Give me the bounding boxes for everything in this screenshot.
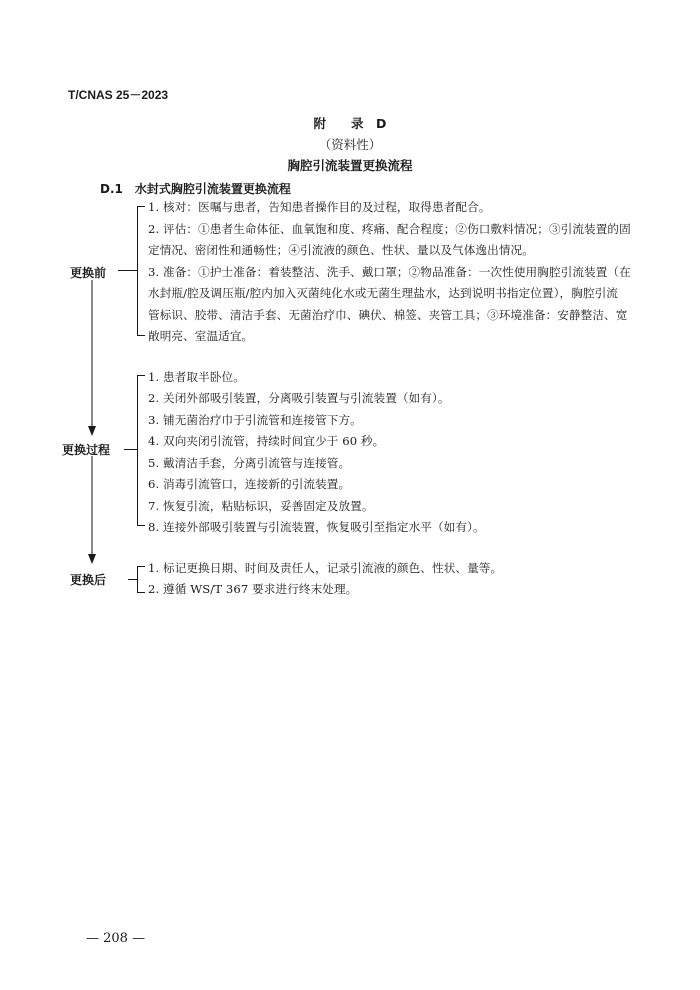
- section-title: D.1 水封式胸腔引流装置更换流程: [100, 182, 291, 196]
- before-line: 2. 评估：①患者生命体征、血氧饱和度、疼痛、配合程度；②伤口敷料情况；③引流装置的固: [148, 222, 631, 236]
- stage-label-process: 更换过程: [62, 443, 111, 457]
- stage-label-after: 更换后: [70, 573, 107, 587]
- process-line: 2. 关闭外部吸引装置，分离吸引装置与引流装置（如有）。: [148, 391, 450, 405]
- process-line: 3. 铺无菌治疗巾于引流管和连接管下方。: [148, 413, 362, 427]
- appendix-heading: 胸腔引流装置更换流程: [287, 158, 413, 173]
- arrow-down-icon: [88, 554, 96, 564]
- process-line: 1. 患者取半卧位。: [148, 370, 245, 384]
- before-line: 敞明亮、室温适宜。: [148, 329, 254, 343]
- page-number: — 208 —: [86, 931, 146, 946]
- before-line: 管标识、胶带、清洁手套、无菌治疗巾、碘伏、棉签、夹管工具；③环境准备：安静整洁、宽: [148, 308, 628, 322]
- appendix-title: 附 录 D: [313, 116, 387, 131]
- before-line: 3. 准备：①护士准备：着装整洁、洗手、戴口罩；②物品准备：一次性使用胸腔引流装置（在: [148, 265, 631, 279]
- process-line: 6. 消毒引流管口，连接新的引流装置。: [148, 477, 351, 491]
- before-line: 定情况、密闭性和通畅性；④引流液的颜色、性状、量以及气体逸出情况。: [148, 243, 534, 257]
- after-line: 2. 遵循 WS/T 367 要求进行终末处理。: [148, 582, 358, 596]
- stage-label-before: 更换前: [70, 266, 107, 280]
- after-line: 1. 标记更换日期、时间及责任人，记录引流液的颜色、性状、量等。: [148, 561, 503, 575]
- flow-arrows: [84, 280, 100, 580]
- process-line: 4. 双向夹闭引流管，持续时间宜少于 60 秒。: [148, 434, 385, 448]
- process-line: 8. 连接外部吸引装置与引流装置，恢复吸引至指定水平（如有）。: [148, 520, 485, 534]
- process-line: 7. 恢复引流，粘贴标识，妥善固定及放置。: [148, 499, 374, 513]
- before-line: 1. 核对：医嘱与患者，告知患者操作目的及过程，取得患者配合。: [148, 200, 491, 214]
- appendix-nature: （资料性）: [318, 137, 382, 152]
- document-code: T/CNAS 25－2023: [68, 88, 169, 102]
- arrow-down-icon: [88, 426, 96, 436]
- process-line: 5. 戴清洁手套，分离引流管与连接管。: [148, 456, 351, 470]
- before-line: 水封瓶/腔及调压瓶/腔内加入灭菌纯化水或无菌生理盐水，达到说明书指定位置），胸腔引流: [148, 286, 618, 300]
